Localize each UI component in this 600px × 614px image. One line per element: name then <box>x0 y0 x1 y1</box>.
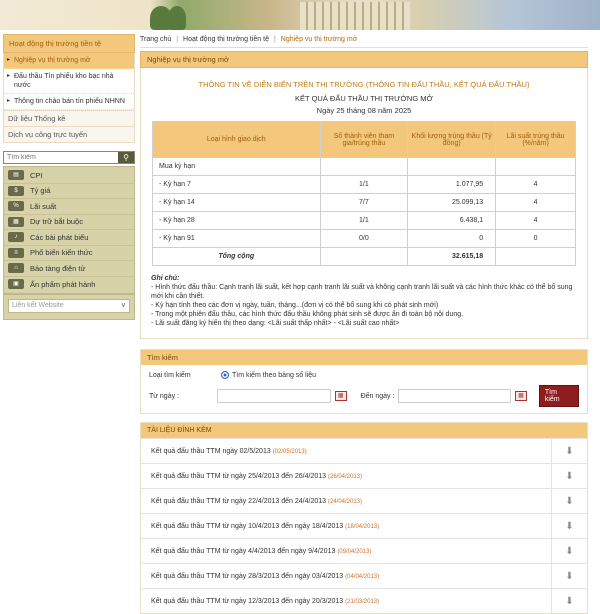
volume-cell: 1.077,95 <box>408 176 496 194</box>
knowledge-icon: ≡ <box>8 248 24 258</box>
interest-rate-icon: % <box>8 201 24 211</box>
notes-heading: Ghi chú: <box>151 275 180 282</box>
attachment-text: Kết quả đấu thầu TTM từ ngày 12/3/2013 đến ngày 20/3/2013 <box>151 597 344 605</box>
panel-title: Nghiệp vụ thị trường mở <box>140 51 588 68</box>
total-volume: 32.615,18 <box>408 248 496 266</box>
table-row <box>153 176 576 194</box>
attachment-text: Kết quả đấu thầu TTM từ ngày 28/3/2013 đến ngày 03/4/2013 <box>151 572 344 580</box>
search-form <box>141 365 587 413</box>
notes <box>151 274 577 328</box>
table-cell <box>320 248 408 266</box>
members-cell: 0/0 <box>320 230 408 248</box>
attachment-link[interactable] <box>141 523 551 530</box>
rate-cell: 4 <box>496 212 576 230</box>
date-range-row <box>149 385 579 407</box>
publication-icon: ▣ <box>8 279 24 289</box>
results-table <box>152 121 576 266</box>
menu-item-publications[interactable] <box>4 277 134 293</box>
note-line: - Kỳ hạn tính theo các đơn vị ngày, tuần, tháng...(đơn vị có thể bổ sung khi có phát sinh mới) <box>151 302 439 309</box>
search-type-row <box>149 371 579 379</box>
attachment-row[interactable] <box>141 488 587 513</box>
sidebar-submenu <box>3 53 135 111</box>
header-banner <box>0 0 600 30</box>
sidebar <box>3 34 135 320</box>
sidebar-header[interactable]: Hoạt động thị trường tiền tệ <box>3 34 135 53</box>
sidebar-item-statistics[interactable]: Dữ liệu Thống kê <box>3 111 135 127</box>
total-label: Tổng cộng <box>153 248 321 266</box>
attachment-link[interactable] <box>141 598 551 605</box>
download-icon[interactable]: ⬇ <box>551 464 587 488</box>
menu-item-label: Dự trữ bắt buộc <box>30 217 83 227</box>
links-select[interactable] <box>8 299 130 313</box>
attachment-link[interactable] <box>141 473 551 480</box>
attachment-row[interactable] <box>141 588 587 613</box>
menu-item-label: Ấn phẩm phát hành <box>30 279 96 289</box>
from-date-input[interactable] <box>217 389 330 403</box>
search-type-option[interactable]: Tìm kiếm theo bảng số liệu <box>232 371 317 379</box>
menu-item-label: Lãi suất <box>30 201 57 211</box>
attachment-text: Kết quả đấu thầu TTM ngày 02/5/2013 <box>151 447 271 455</box>
members-cell: 1/1 <box>320 176 408 194</box>
attachment-date: (26/04/2013) <box>327 473 363 480</box>
speech-icon: ♪ <box>8 232 24 242</box>
attachment-date: (21/03/2013) <box>345 598 380 605</box>
sidebar-item-open-market[interactable]: ▸ Nghiệp vụ thị trường mở <box>4 53 134 69</box>
term-cell: - Kỳ hạn 28 <box>153 212 321 230</box>
term-cell: - Kỳ hạn 7 <box>153 176 321 194</box>
reserve-icon: ▦ <box>8 217 24 227</box>
attachment-link[interactable] <box>141 548 551 555</box>
main-content <box>140 34 588 614</box>
term-cell: - Kỳ hạn 14 <box>153 194 321 212</box>
column-header: Loại hình giao dịch <box>153 122 321 158</box>
search-type-radio[interactable] <box>221 371 229 379</box>
results-date: Ngày 25 tháng 08 năm 2025 <box>316 106 412 115</box>
volume-cell: 25.099,13 <box>408 194 496 212</box>
breadcrumb-separator: | <box>176 36 179 43</box>
attachment-row[interactable] <box>141 563 587 588</box>
table-row <box>153 194 576 212</box>
volume-cell: 6.438,1 <box>408 212 496 230</box>
search-type-label: Loại tìm kiếm <box>149 371 191 379</box>
attachment-text: Kết quả đấu thầu TTM từ ngày 4/4/2013 đến ngày 9/4/2013 <box>151 547 336 555</box>
table-cell <box>408 158 496 176</box>
sidebar-item-online-services[interactable]: Dịch vụ công trực tuyến <box>3 127 135 143</box>
sidebar-menu <box>3 166 135 294</box>
note-line: - Trong một phiên đấu thầu, các hình thức đấu thầu không phát sinh sẽ được ẩn đi toàn bộ nội dung. <box>151 311 464 318</box>
sidebar-search <box>3 151 135 164</box>
attachment-date: (24/04/2013) <box>327 498 363 505</box>
sidebar-search-input[interactable] <box>4 152 114 163</box>
breadcrumb <box>140 34 588 48</box>
breadcrumb-separator: | <box>274 36 276 43</box>
download-icon[interactable]: ⬇ <box>551 589 587 613</box>
market-info-heading: THÔNG TIN VỀ DIỄN BIẾN TRÊN THỊ TRƯỜNG (THÔNG TIN ĐẤU THẦU, KẾT QUẢ ĐẤU THẦU) <box>198 80 530 89</box>
rate-cell: 4 <box>496 176 576 194</box>
rate-cell: 0 <box>496 230 576 248</box>
menu-item-label: Phổ biến kiến thức <box>30 248 93 258</box>
attachment-row[interactable] <box>141 513 587 538</box>
attachment-row[interactable] <box>141 463 587 488</box>
to-date-label: Đến ngày : <box>360 392 395 400</box>
volume-cell: 0 <box>408 230 496 248</box>
table-row <box>153 212 576 230</box>
menu-item-reserve[interactable] <box>4 215 134 231</box>
attachment-link[interactable] <box>141 448 551 455</box>
attachment-row[interactable] <box>141 438 587 463</box>
attachment-date: (04/04/2013) <box>345 573 380 580</box>
search-panel-title: Tìm kiếm <box>141 350 587 365</box>
from-date-label: Từ ngày : <box>149 392 179 400</box>
links-box <box>3 294 135 320</box>
menu-item-speeches[interactable] <box>4 230 134 246</box>
term-cell: - Kỳ hạn 91 <box>153 230 321 248</box>
download-icon[interactable]: ⬇ <box>551 564 587 588</box>
cpi-icon: ▤ <box>8 170 24 180</box>
column-header: Số thành viên tham gia/trúng thầu <box>320 122 408 158</box>
menu-item-label: Bảo tàng điện tử <box>30 263 86 273</box>
to-date-input[interactable] <box>398 389 511 403</box>
note-line: - Hình thức đấu thầu: Cạnh tranh lãi suất, kết hợp cạnh tranh lãi suất và không cạnh tranh lãi suất và các hình thức khác có thể bổ sung mới khi cần thiết. <box>151 284 573 300</box>
attachments-title: TÀI LIỆU ĐÍNH KÈM <box>141 423 587 438</box>
exchange-rate-icon: $ <box>8 186 24 196</box>
download-icon[interactable]: ⬇ <box>551 514 587 538</box>
group-label: Mua kỳ hạn <box>153 158 321 176</box>
breadcrumb-money-market[interactable]: Hoạt động thị trường tiền tệ <box>183 36 269 43</box>
table-header-row <box>153 122 576 158</box>
column-header: Khối lượng trúng thầu (Tỷ đồng) <box>408 122 496 158</box>
menu-item-exchange-rate[interactable] <box>4 184 134 200</box>
search-button[interactable]: Tìm kiếm <box>539 385 579 407</box>
attachment-link[interactable] <box>141 573 551 580</box>
note-line: - Lãi suất đăng ký hiển thị theo dạng: <Lãi suất thấp nhất> - <Lãi suất cao nhất> <box>151 320 400 327</box>
search-panel <box>140 349 588 414</box>
table-row <box>153 158 576 176</box>
results-heading: KẾT QUẢ ĐẤU THẦU THỊ TRƯỜNG MỞ <box>295 94 433 103</box>
column-header: Lãi suất trúng thầu (%/năm) <box>496 122 576 158</box>
museum-icon: ⌂ <box>8 263 24 273</box>
breadcrumb-current: Nghiệp vụ thị trường mở <box>280 36 358 43</box>
rate-cell: 4 <box>496 194 576 212</box>
download-icon[interactable]: ⬇ <box>551 439 587 463</box>
table-cell <box>320 158 408 176</box>
attachment-date: (09/04/2013) <box>337 548 372 555</box>
banner-tree <box>168 6 186 30</box>
calendar-icon[interactable]: ▦ <box>335 391 347 401</box>
download-icon[interactable]: ⬇ <box>551 539 587 563</box>
table-cell <box>496 248 576 266</box>
menu-item-label: CPI <box>30 170 43 180</box>
links-select-label: Liên kết Website <box>12 302 64 309</box>
attachment-link[interactable] <box>141 498 551 505</box>
attachments-panel <box>140 422 588 614</box>
attachment-text: Kết quả đấu thầu TTM từ ngày 22/4/2013 đến 24/4/2013 <box>151 497 327 505</box>
table-total-row <box>153 248 576 266</box>
menu-item-label: Tỷ giá <box>30 186 51 196</box>
breadcrumb-home[interactable]: Trang chủ <box>140 36 172 43</box>
menu-item-cpi[interactable] <box>4 168 134 184</box>
attachment-date: (18/04/2013) <box>345 523 380 530</box>
table-cell <box>496 158 576 176</box>
attachment-date: (02/05/2013) <box>272 448 307 455</box>
members-cell: 1/1 <box>320 212 408 230</box>
menu-item-interest-rate[interactable] <box>4 199 134 215</box>
menu-item-museum[interactable] <box>4 261 134 277</box>
attachment-text: Kết quả đấu thầu TTM từ ngày 10/4/2013 đến ngày 18/4/2013 <box>151 522 344 530</box>
results-panel <box>140 68 588 339</box>
menu-item-knowledge[interactable] <box>4 246 134 262</box>
members-cell: 7/7 <box>320 194 408 212</box>
search-icon[interactable]: ⚲ <box>118 152 134 163</box>
sidebar-item-sbv-bills[interactable]: ▸ Thông tin chào bán tín phiếu NHNN <box>4 94 134 110</box>
attachment-text: Kết quả đấu thầu TTM từ ngày 25/4/2013 đến 26/4/2013 <box>151 472 327 480</box>
sidebar-item-treasury-bills[interactable]: ▸ Đấu thầu Tín phiếu kho bạc nhà nước <box>4 69 134 94</box>
attachment-row[interactable] <box>141 538 587 563</box>
download-icon[interactable]: ⬇ <box>551 489 587 513</box>
menu-item-label: Các bài phát biểu <box>30 232 89 242</box>
table-row <box>153 230 576 248</box>
chevron-down-icon: ∨ <box>120 302 126 309</box>
calendar-icon[interactable]: ▦ <box>515 391 527 401</box>
banner-building <box>300 2 410 30</box>
